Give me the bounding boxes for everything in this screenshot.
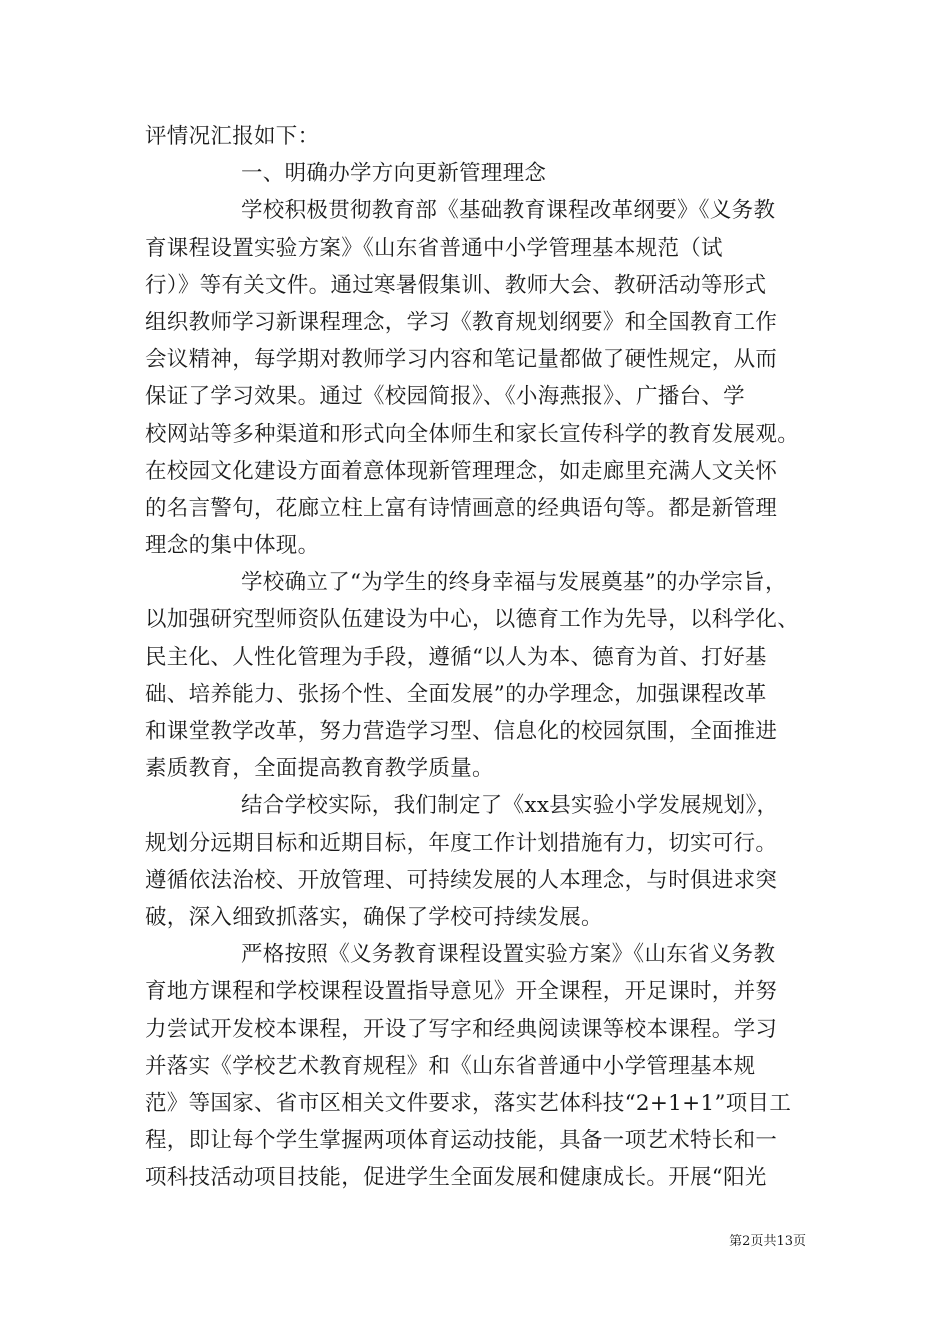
text-line: 规划分远期目标和近期目标，年度工作计划措施有力，切实可行。 (145, 830, 778, 856)
text-line: 破，深入细致抓落实，确保了学校可持续发展。 (145, 904, 603, 930)
text-line: 会议精神，每学期对教师学习内容和笔记量都做了硬性规定，从而 (145, 347, 778, 373)
text-line: 在校园文化建设方面着意体现新管理理念，如走廊里充满人文关怀 (145, 458, 778, 484)
text-line: 理念的集中体现。 (145, 533, 320, 559)
text-line: 育地方课程和学校课程设置指导意见》开全课程，开足课时，并努 (145, 979, 778, 1005)
text-line: 的名言警句，花廊立柱上富有诗情画意的经典语句等。都是新管理 (145, 495, 778, 521)
text-line: 保证了学习效果。通过《校园简报》、《小海燕报》、广播台、学 (145, 384, 745, 410)
text-line: 素质教育，全面提高教育教学质量。 (145, 756, 494, 782)
text-line: 以加强研究型师资队伍建设为中心，以德育工作为先导，以科学化、 (145, 607, 800, 633)
text-line: 组织教师学习新课程理念，学习《教育规划纲要》和全国教育工作 (145, 309, 778, 335)
text-line: 校网站等多种渠道和形式向全体师生和家长宣传科学的教育发展观。 (145, 421, 800, 447)
text-line: 项科技活动项目技能，促进学生全面发展和健康成长。开展“阳光 (145, 1165, 767, 1191)
text-line: 评情况汇报如下： (145, 124, 320, 149)
text-line: 行）》等有关文件。通过寒暑假集训、教师大会、教研活动等形式 (145, 272, 767, 298)
text-line: 学校积极贯彻教育部《基础教育课程改革纲要》《义务教 (241, 198, 776, 224)
text-line: 程，即让每个学生掌握两项体育运动技能，具备一项艺术特长和一 (145, 1128, 778, 1154)
text-line: 一、明确办学方向更新管理理念 (241, 161, 547, 187)
text-line: 结合学校实际，我们制定了《xx县实验小学发展规划》， (241, 793, 779, 819)
text-line: 育课程设置实验方案》《山东省普通中小学管理基本规范（试 (145, 235, 723, 261)
text-line: 并落实《学校艺术教育规程》和《山东省普通中小学管理基本规 (145, 1053, 756, 1079)
text-line: 严格按照《义务教育课程设置实验方案》《山东省义务教 (241, 942, 776, 968)
page-number: 第2页共13页 (729, 1234, 806, 1249)
text-line: 民主化、人性化管理为手段，遵循“以人为本、德育为首、打好基 (145, 644, 767, 670)
text-line: 础、培养能力、张扬个性、全面发展”的办学理念，加强课程改革 (145, 681, 767, 707)
text-line: 学校确立了“为学生的终身幸福与发展奠基”的办学宗旨， (241, 570, 787, 596)
text-line: 遵循依法治校、开放管理、可持续发展的人本理念，与时俱进求突 (145, 867, 778, 893)
text-line: 力尝试开发校本课程，开设了写字和经典阅读课等校本课程。学习 (145, 1016, 778, 1042)
text-line: 和课堂教学改革，努力营造学习型、信息化的校园氛围，全面推进 (145, 719, 778, 744)
text-line: 范》等国家、省市区相关文件要求，落实艺体科技“2+1+1”项目工 (145, 1090, 792, 1116)
document-body (145, 118, 825, 1196)
